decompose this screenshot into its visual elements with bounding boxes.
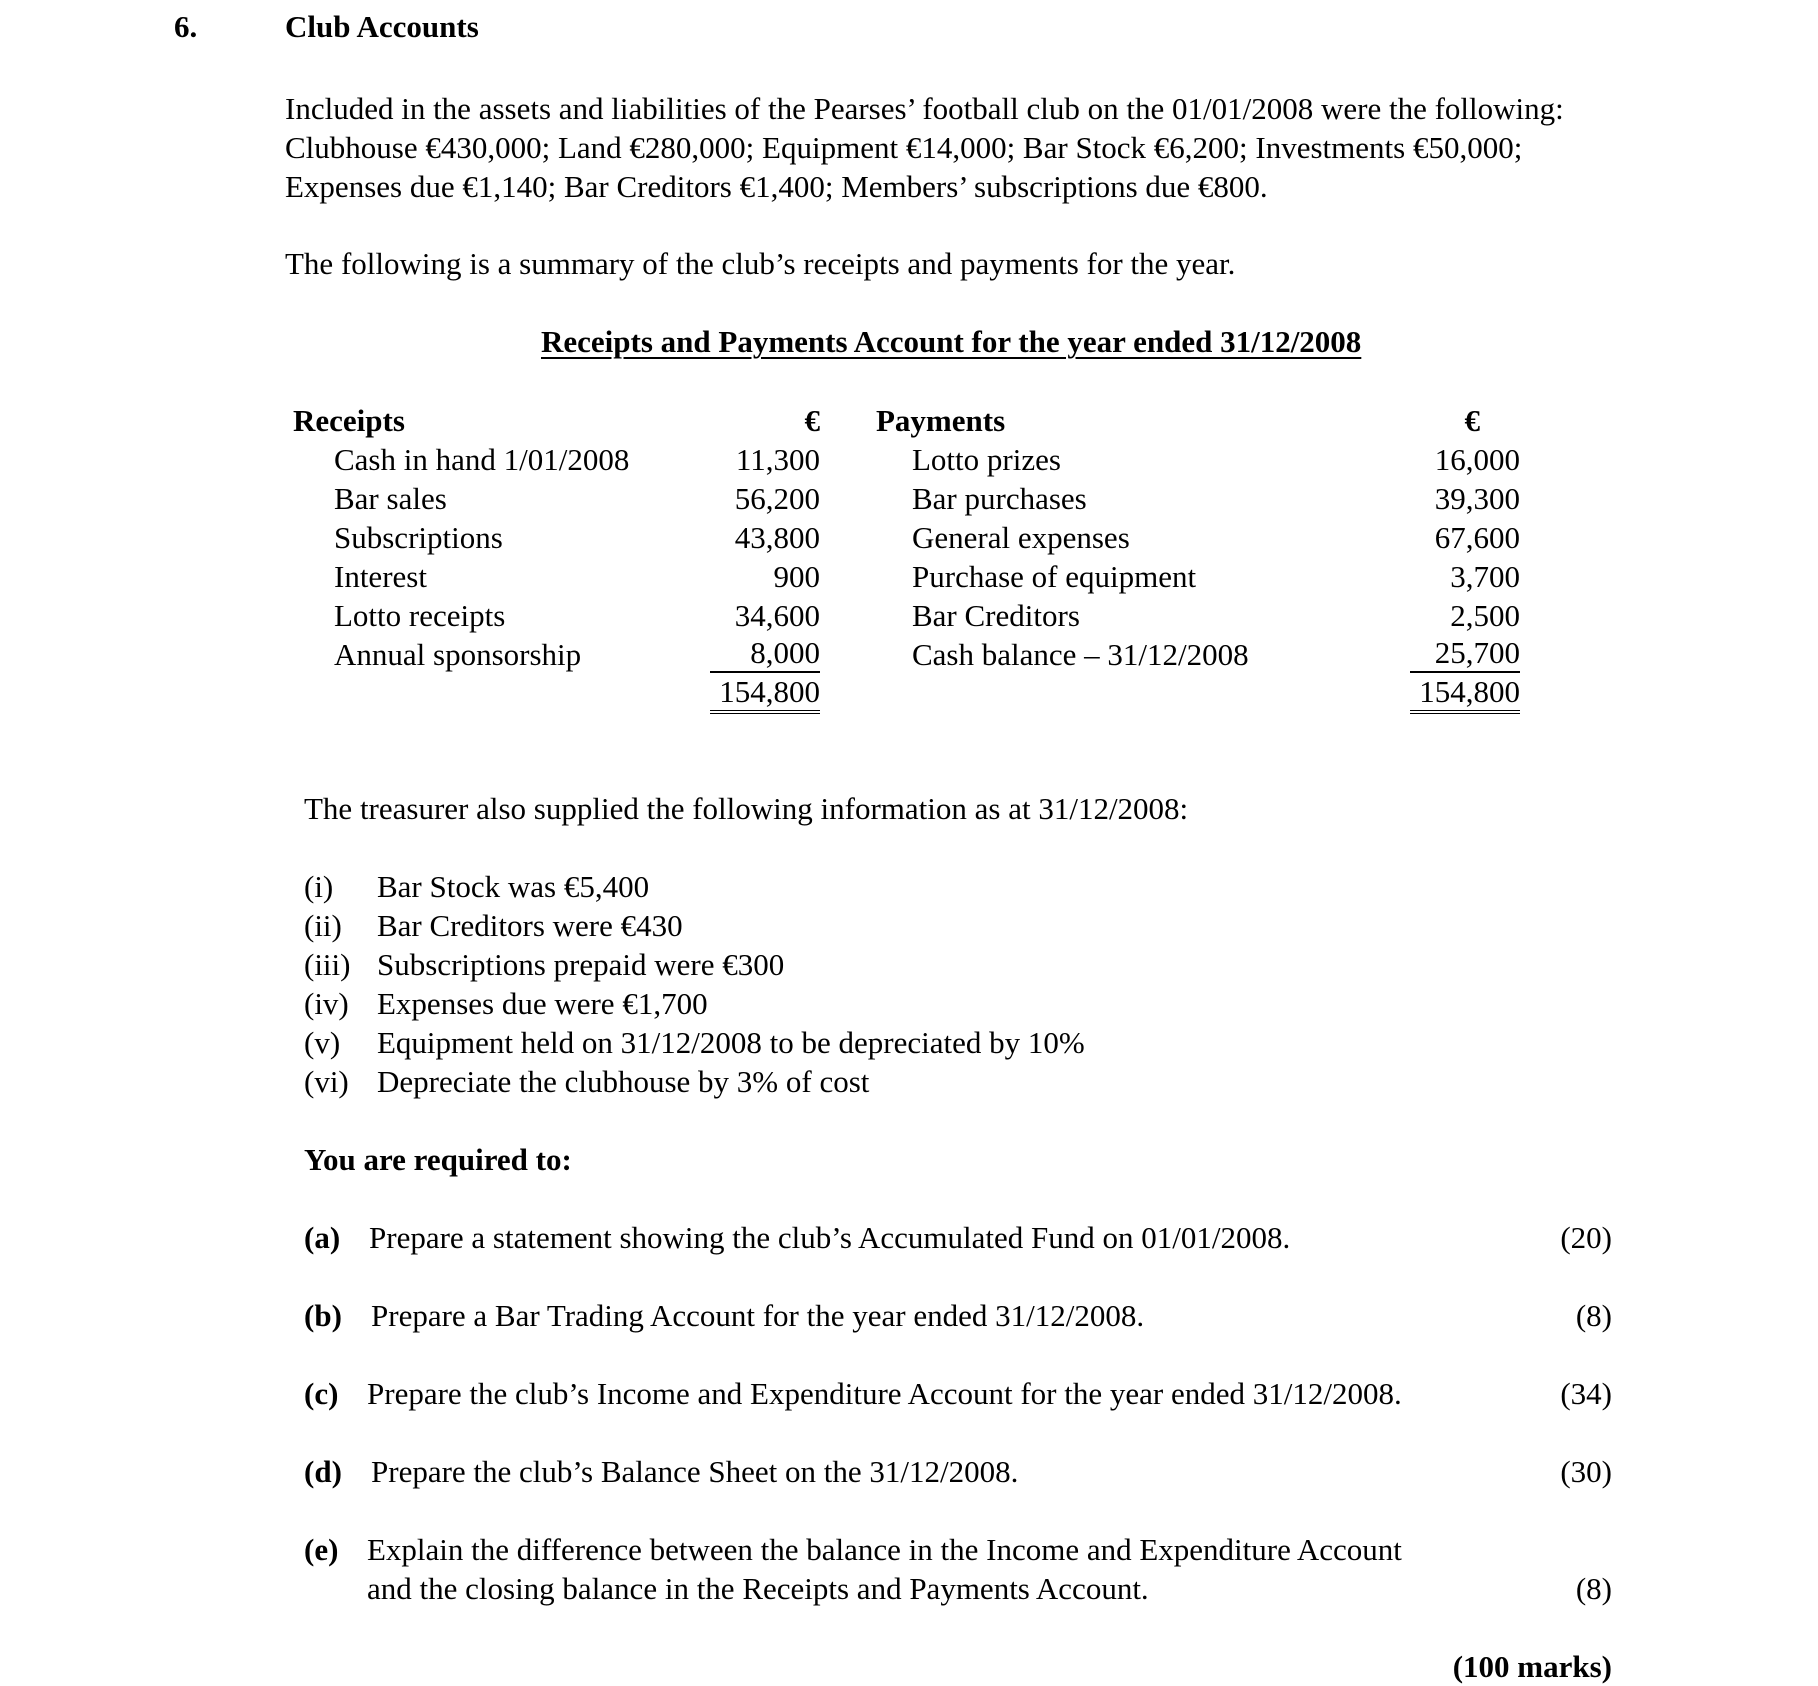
required-item-marks: (8) bbox=[1575, 1571, 1612, 1606]
payments-header: Payments bbox=[876, 403, 1006, 438]
treasurer-item-text: Bar Creditors were €430 bbox=[377, 908, 683, 943]
payment-label: Cash balance – 31/12/2008 bbox=[912, 637, 1249, 672]
intro-summary: The following is a summary of the club’s receipts and payments for the year. bbox=[285, 246, 1236, 281]
receipt-label: Annual sponsorship bbox=[334, 637, 582, 672]
treasurer-item-text: Depreciate the clubhouse by 3% of cost bbox=[377, 1064, 870, 1099]
required-item-text: Prepare the club’s Balance Sheet on the 31/12/2008. bbox=[371, 1454, 1019, 1489]
receipts-header: Receipts bbox=[293, 403, 405, 438]
treasurer-item-num: (iii) bbox=[304, 947, 351, 982]
payment-label: Bar Creditors bbox=[912, 598, 1080, 633]
treasurer-item-num: (ii) bbox=[304, 908, 342, 943]
required-item-marks: (30) bbox=[1560, 1454, 1612, 1489]
payment-amount: 25,700 bbox=[1410, 635, 1520, 673]
receipts-currency: € bbox=[804, 403, 820, 438]
question-title: Club Accounts bbox=[285, 9, 479, 44]
required-item-marks: (20) bbox=[1560, 1220, 1612, 1255]
payment-label: Purchase of equipment bbox=[912, 559, 1197, 594]
receipt-label: Lotto receipts bbox=[334, 598, 506, 633]
payment-amount: 16,000 bbox=[1434, 442, 1520, 477]
receipt-amount: 900 bbox=[773, 559, 820, 594]
payments-currency: € bbox=[1464, 403, 1480, 438]
treasurer-item-text: Bar Stock was €5,400 bbox=[377, 869, 650, 904]
required-item-marks: (8) bbox=[1575, 1298, 1612, 1333]
payment-label: Lotto prizes bbox=[912, 442, 1061, 477]
required-item-text-continued: and the closing balance in the Receipts and Payments Account. bbox=[367, 1571, 1149, 1606]
treasurer-item-num: (i) bbox=[304, 869, 334, 904]
receipt-amount: 34,600 bbox=[734, 598, 820, 633]
treasurer-intro: The treasurer also supplied the following information as at 31/12/2008: bbox=[304, 791, 1189, 826]
payment-amount: 39,300 bbox=[1434, 481, 1520, 516]
treasurer-item-num: (vi) bbox=[304, 1064, 349, 1099]
required-item-letter: (a) bbox=[304, 1220, 341, 1255]
receipt-label: Bar sales bbox=[334, 481, 447, 516]
receipt-label: Cash in hand 1/01/2008 bbox=[334, 442, 630, 477]
payment-amount: 2,500 bbox=[1450, 598, 1520, 633]
receipt-amount: 43,800 bbox=[734, 520, 820, 555]
treasurer-item-text: Expenses due were €1,700 bbox=[377, 986, 708, 1021]
receipt-amount: 11,300 bbox=[735, 442, 820, 477]
receipt-amount: 8,000 bbox=[710, 635, 820, 673]
required-item-letter: (d) bbox=[304, 1454, 342, 1489]
treasurer-item-num: (iv) bbox=[304, 986, 349, 1021]
required-item-marks: (34) bbox=[1560, 1376, 1612, 1411]
intro-line-2: Clubhouse €430,000; Land €280,000; Equipment €14,000; Bar Stock €6,200; Investments €50,000; bbox=[285, 130, 1523, 165]
account-title: Receipts and Payments Account for the year ended 31/12/2008 bbox=[541, 324, 1362, 359]
required-item-text: Prepare a Bar Trading Account for the year ended 31/12/2008. bbox=[371, 1298, 1145, 1333]
required-item-letter: (c) bbox=[304, 1376, 339, 1411]
receipt-amount: 56,200 bbox=[734, 481, 820, 516]
payment-label: General expenses bbox=[912, 520, 1130, 555]
payment-amount: 3,700 bbox=[1450, 559, 1520, 594]
intro-line-3: Expenses due €1,140; Bar Creditors €1,400; Members’ subscriptions due €800. bbox=[285, 169, 1268, 204]
required-item-letter: (e) bbox=[304, 1532, 339, 1567]
payment-amount: 67,600 bbox=[1434, 520, 1520, 555]
receipt-label: Subscriptions bbox=[334, 520, 503, 555]
question-number: 6. bbox=[174, 9, 198, 44]
treasurer-item-text: Subscriptions prepaid were €300 bbox=[377, 947, 785, 982]
required-heading: You are required to: bbox=[304, 1142, 572, 1177]
receipts-total: 154,800 bbox=[710, 674, 820, 714]
required-item-text: Explain the difference between the balance in the Income and Expenditure Account bbox=[367, 1532, 1402, 1567]
required-item-letter: (b) bbox=[304, 1298, 342, 1333]
receipt-label: Interest bbox=[334, 559, 427, 594]
treasurer-item-num: (v) bbox=[304, 1025, 341, 1060]
payment-label: Bar purchases bbox=[912, 481, 1087, 516]
intro-line-1: Included in the assets and liabilities of the Pearses’ football club on the 01/01/2008 were the following: bbox=[285, 91, 1564, 126]
payments-total: 154,800 bbox=[1410, 674, 1520, 714]
total-marks: (100 marks) bbox=[1452, 1649, 1612, 1684]
required-item-text: Prepare a statement showing the club’s Accumulated Fund on 01/01/2008. bbox=[369, 1220, 1291, 1255]
treasurer-item-text: Equipment held on 31/12/2008 to be depreciated by 10% bbox=[377, 1025, 1085, 1060]
required-item-text: Prepare the club’s Income and Expenditure Account for the year ended 31/12/2008. bbox=[367, 1376, 1402, 1411]
